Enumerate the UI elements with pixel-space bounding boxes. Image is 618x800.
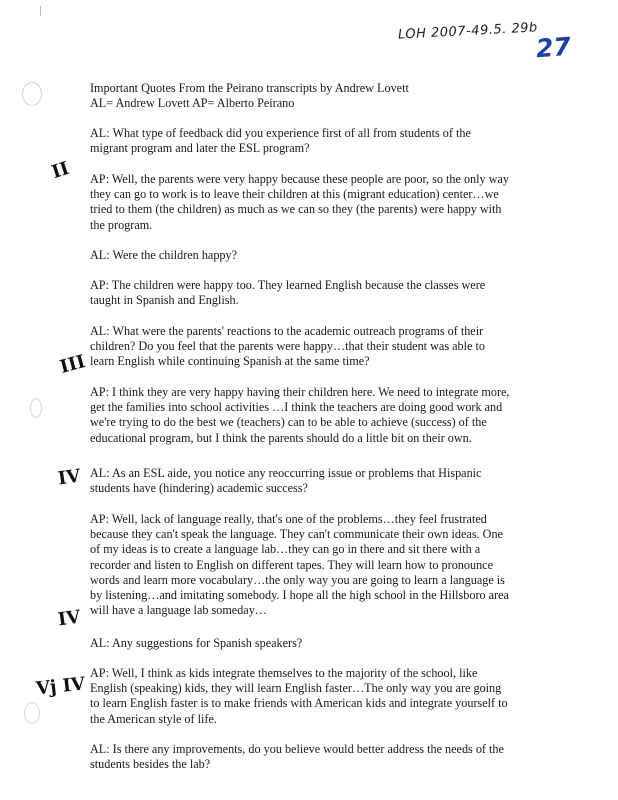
transcript-paragraph: AP: I think they are very happy having their children here. We need to integrate more, get the families into school activities …I think the teachers are doing good work and we're trying to do the best we (teachers) can to be able to achieve (success) of the educational program, but I think the parents should do a little bit on their own. xyxy=(90,385,510,445)
transcript-paragraph: AP: Well, lack of language really, that's one of the problems…they feel frustrated because they can't speak the language. They can't communicate their own ideas. One of my ideas is to create a language lab…they can go in there and sit there with a recorder and listen to English on different tapes. They will learn how to pronounce words and learn more vocabulary…the only way you are going to learn a language is by listening…and imitating somebody. I hope all the high school in the Hillsboro area will have a language lab someday… xyxy=(90,512,509,618)
margin-annotation: IV xyxy=(56,606,82,631)
scan-artifact xyxy=(40,6,41,16)
hole-punch-mark xyxy=(24,702,40,724)
transcript-paragraph: AL: Any suggestions for Spanish speakers? xyxy=(90,636,303,650)
transcript-paragraph: AL: Were the children happy? xyxy=(90,248,238,262)
transcript-paragraph: AL: Is there any improvements, do you believe would better address the needs of the students besides the lab? xyxy=(90,742,504,772)
margin-annotation: Vj IV xyxy=(35,673,87,700)
hole-punch-mark xyxy=(22,82,42,106)
speaker-legend: AL= Andrew Lovett AP= Alberto Peirano xyxy=(90,96,295,110)
document-title: Important Quotes From the Peirano transcripts by Andrew Lovett xyxy=(90,81,409,95)
accession-number: LOH 2007-49.5. 29b xyxy=(397,20,539,43)
transcript-paragraph: AP: Well, I think as kids integrate themselves to the majority of the school, like English (speaking) kids, they will learn English faster…The only way you are going to learn English faster is to make friends with American kids and integrate yourself to the American style of life. xyxy=(90,666,508,726)
transcript-paragraph: AP: Well, the parents were very happy because these people are poor, so the only way they can go to work is to leave their children at this (migrant education) center…we tried to them (the children) as much as we can so they (the parents) were happy with the program. xyxy=(90,172,509,232)
transcript-paragraph: AL: As an ESL aide, you notice any reoccurring issue or problems that Hispanic students have (hindering) academic success? xyxy=(90,466,482,496)
hole-punch-mark xyxy=(30,398,42,418)
transcript-paragraph: AL: What were the parents' reactions to the academic outreach programs of their children? Do you feel that the parents were happy…that their student was able to learn English while continuing Spanish at the same time? xyxy=(90,324,485,369)
margin-annotation: II xyxy=(49,157,72,184)
margin-annotation: III xyxy=(57,351,88,378)
transcript-paragraph: AP: The children were happy too. They learned English because the classes were taught in Spanish and English. xyxy=(90,278,486,308)
transcript-paragraph: AL: What type of feedback did you experience first of all from students of the migrant program and later the ESL program? xyxy=(90,126,471,156)
page-number: 27 xyxy=(535,31,572,64)
margin-annotation: IV xyxy=(56,465,82,490)
